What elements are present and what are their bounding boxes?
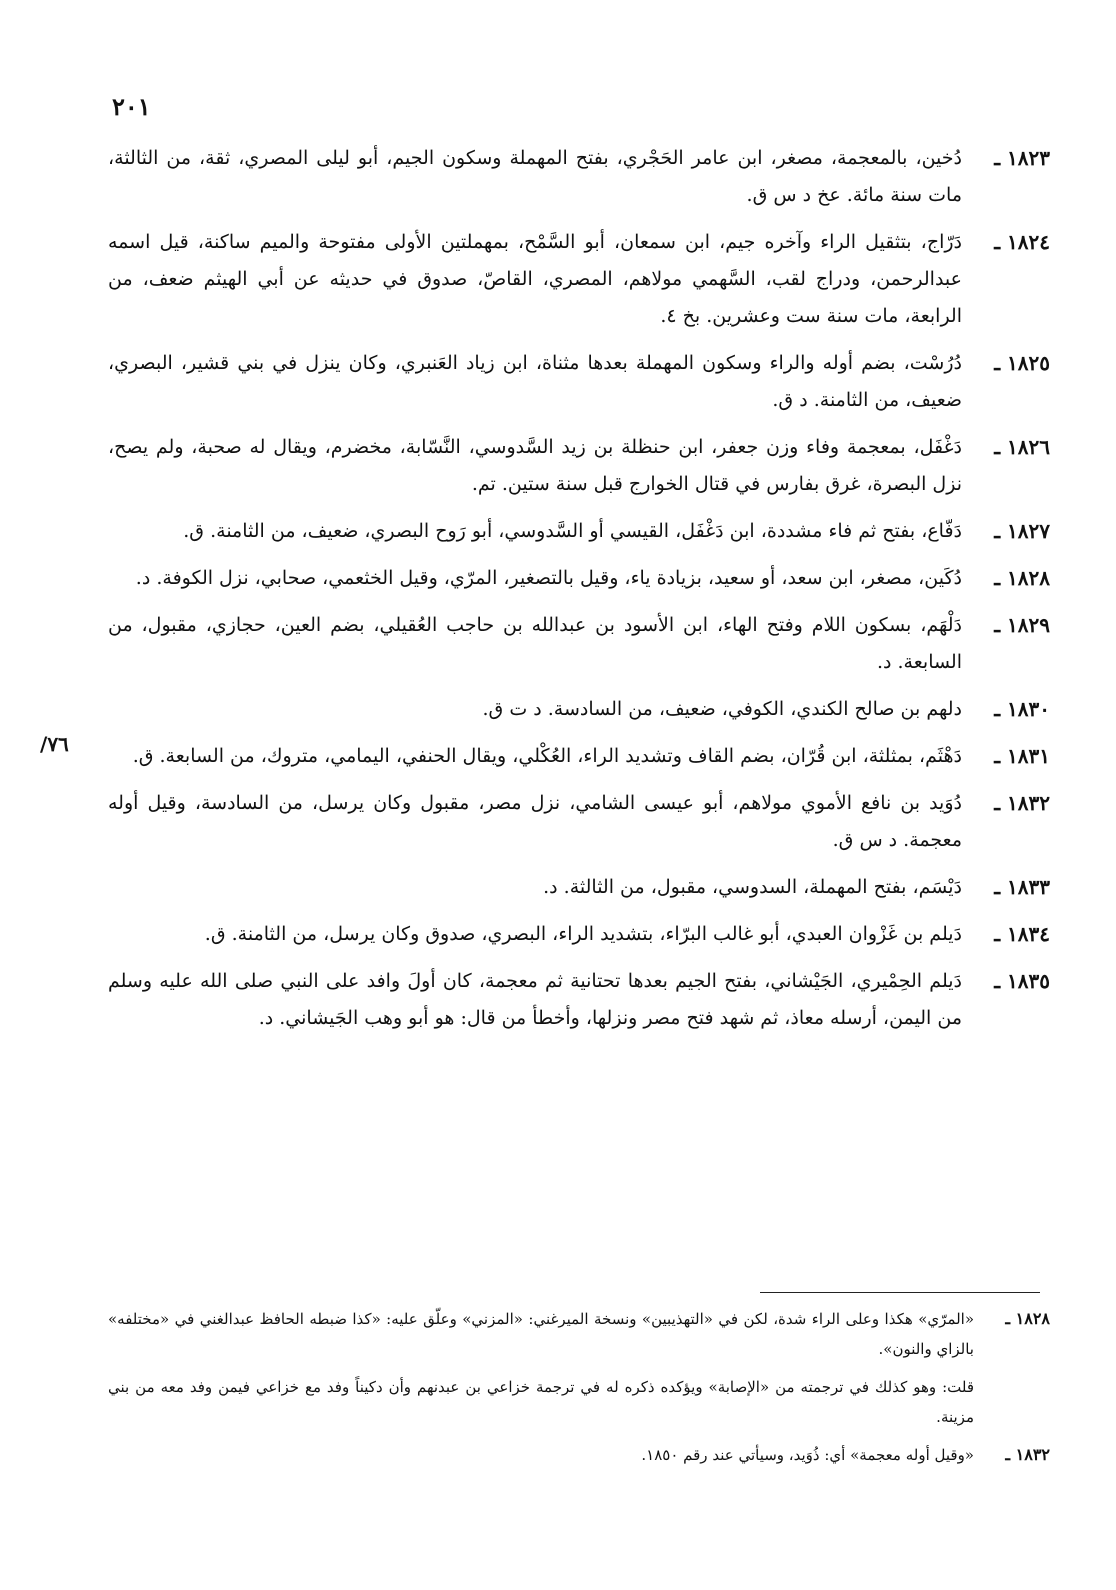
footnote-number: ١٨٢٨ ـ: [1005, 1309, 1050, 1328]
entry-text: دَيلم الحِمْيري، الجَيْشاني، بفتح الجيم بعدها تحتانية ثم معجمة، كان أولَ وافد على النبي صلى الله عليه وسلم من اليمن، أرسله معاذ، ثم شهد فتح مصر ونزلها، وأخطأ من قال: هو أبو وهب الجَيشاني. د.: [108, 970, 962, 1029]
footnote: [108, 1440, 1050, 1470]
entry: [108, 963, 1050, 1037]
entry-number: ١٨٢٧ ـ: [994, 519, 1050, 543]
entry-text: دَرّاج، بتثقيل الراء وآخره جيم، ابن سمعان، أبو السَّمْح، بمهملتين الأولى مفتوحة والميم ساكنة، قيل اسمه عبدالرحمن، ودراج لقب، السَّهمي مولاهم، المصري، القاصّ، صدوق في حديثه عن أبي الهيثم ضعف، من الرابعة، مات سنة ست وعشرين. بخ ٤.: [108, 231, 962, 327]
entry: [108, 224, 1050, 335]
footnote-divider: [760, 1292, 1040, 1293]
entry: [108, 916, 1050, 953]
entry-number: ١٨٢٤ ـ: [994, 230, 1050, 254]
footnote-text: قلت: وهو كذلك في ترجمته من «الإصابة» ويؤكده ذكره له في ترجمة خزاعي بن عبدنهم وأن دكيناً وفد مع خزاعي فيمن وفد معه من بني مزينة.: [108, 1378, 974, 1426]
entry-text: دُخين، بالمعجمة، مصغر، ابن عامر الحَجْري، بفتح المهملة وسكون الجيم، أبو ليلى المصري، ثقة، من الثالثة، مات سنة مائة. عخ د س ق.: [108, 147, 962, 206]
entry-number: ١٨٣٢ ـ: [994, 791, 1050, 815]
footnote-note: [108, 1372, 1050, 1432]
footnotes: [108, 1304, 1050, 1478]
entry: [108, 345, 1050, 419]
entry-number: ١٨٣٤ ـ: [994, 922, 1050, 946]
entry-number: ١٨٢٩ ـ: [994, 613, 1050, 637]
entry: [108, 140, 1050, 214]
entry-number: ١٨٣١ ـ: [994, 744, 1050, 768]
entry: [108, 869, 1050, 906]
margin-note: ٧٦/: [40, 732, 69, 756]
entry-text: دَلْهَم، بسكون اللام وفتح الهاء، ابن الأسود بن عبدالله بن حاجب العُقيلي، بضم العين، حجازي، مقبول، من السابعة. د.: [108, 614, 962, 673]
entry-text: دُرُسْت، بضم أوله والراء وسكون المهملة بعدها مثناة، ابن زياد العَنبري، وكان ينزل في بني قشير، البصري، ضعيف، من الثامنة. د ق.: [108, 352, 962, 411]
entry-text: دَهْثَم، بمثلثة، ابن قُرّان، بضم القاف وتشديد الراء، العُكْلي، ويقال الحنفي، اليمامي، متروك، من السابعة. ق.: [132, 745, 962, 767]
entry-number: ١٨٣٥ ـ: [994, 969, 1050, 993]
entry: [108, 738, 1050, 775]
entry-text: دُوَيد بن نافع الأموي مولاهم، أبو عيسى الشامي، نزل مصر، مقبول وكان يرسل، من السادسة، وقيل أوله معجمة. د س ق.: [108, 792, 962, 851]
footnote-text: «وقيل أوله معجمة» أي: ذُوَيد، وسيأتي عند رقم ١٨٥٠.: [641, 1446, 974, 1464]
footnote-number: ١٨٣٢ ـ: [1005, 1445, 1050, 1464]
entry-number: ١٨٢٥ ـ: [994, 351, 1050, 375]
entries-list: [108, 140, 1050, 1047]
entry-text: دَيْسَم، بفتح المهملة، السدوسي، مقبول، من الثالثة. د.: [543, 876, 962, 898]
entry-text: دلهم بن صالح الكندي، الكوفي، ضعيف، من السادسة. د ت ق.: [482, 698, 962, 720]
footnote: [108, 1304, 1050, 1364]
entry: [108, 560, 1050, 597]
entry: [108, 607, 1050, 681]
footnote-text: «المرّي» هكذا وعلى الراء شدة، لكن في «التهذيبين» ونسخة الميرغني: «المزني» وعلّق عليه: «كذا ضبطه الحافظ عبدالغني في «مختلفه» بالزاي والنون».: [108, 1310, 974, 1358]
page-number: ٢٠١: [112, 92, 151, 121]
entry-text: دَغْفَل، بمعجمة وفاء وزن جعفر، ابن حنظلة بن زيد السَّدوسي، النَّسّابة، مخضرم، ويقال له صحبة، ولم يصح، نزل البصرة، غرق بفارس في قتال الخوارج قبل سنة ستين. تم.: [108, 436, 962, 495]
entry-text: دَفّاع، بفتح ثم فاء مشددة، ابن دَغْفَل، القيسي أو السَّدوسي، أبو رَوح البصري، ضعيف، من الثامنة. ق.: [183, 520, 962, 542]
entry-number: ١٨٢٦ ـ: [994, 435, 1050, 459]
entry: [108, 429, 1050, 503]
entry: [108, 513, 1050, 550]
entry: [108, 691, 1050, 728]
entry: [108, 785, 1050, 859]
entry-number: ١٨٣٣ ـ: [994, 875, 1050, 899]
entry-text: دَيلم بن غَزْوان العبدي، أبو غالب البرّاء، بتشديد الراء، البصري، صدوق وكان يرسل، من الثامنة. ق.: [204, 923, 962, 945]
entry-number: ١٨٢٣ ـ: [994, 146, 1050, 170]
entry-text: دُكَين، مصغر، ابن سعد، أو سعيد، بزيادة ياء، وقيل بالتصغير، المرّي، وقيل الخثعمي، صحابي، نزل الكوفة. د.: [135, 567, 962, 589]
entry-number: ١٨٢٨ ـ: [994, 566, 1050, 590]
entry-number: ١٨٣٠ ـ: [994, 697, 1050, 721]
